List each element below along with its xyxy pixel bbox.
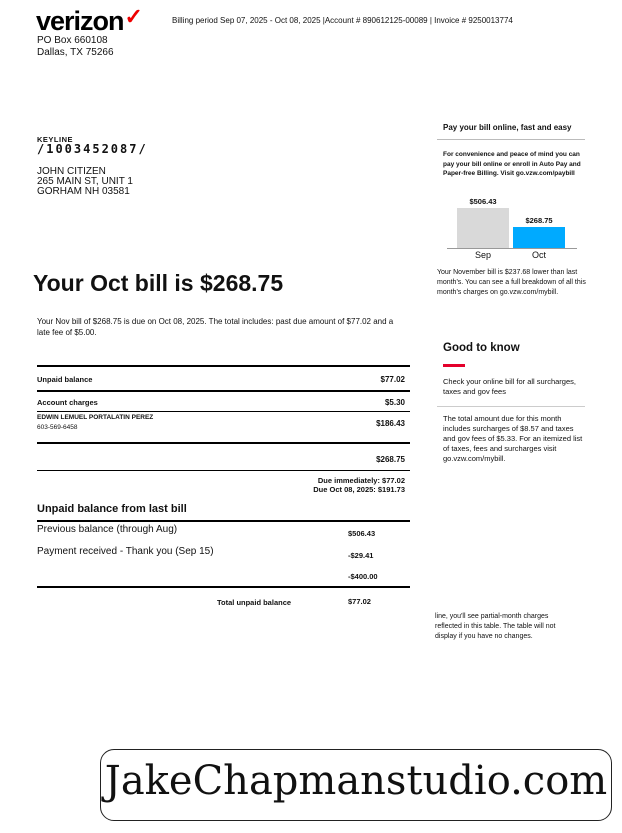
november-comparison-text: Your November bill is $237.68 lower than last month's. You can see a full breakdown of all this month's charges on go.vzw.com/mybill. xyxy=(437,269,586,296)
previous-balance-label: Previous balance (through Aug) xyxy=(37,524,178,535)
chart-bar-sep xyxy=(457,208,509,248)
table-top-rule xyxy=(37,365,410,367)
row-rule xyxy=(37,442,410,444)
partial-month-text: line, you'll see partial-month charges reflected in this table. The table will not display if you have no changes. xyxy=(435,613,556,640)
bill-headline: Your Oct bill is $268.75 xyxy=(33,270,284,296)
pay-online-text: For convenience and peace of mind you can pay your bill online or enroll in Auto Pay and Paper-free Billing. Visit go.vzw.com/paybill xyxy=(443,151,581,177)
chart-value-label: $268.75 xyxy=(525,216,553,225)
verizon-logo xyxy=(36,6,141,37)
remit-address-line1: PO Box 660108 xyxy=(37,35,108,46)
customer-city: GORHAM NH 03581 xyxy=(37,186,130,197)
bill-total-value: $268.75 xyxy=(376,455,405,464)
check-online-text: Check your online bill for all surcharges, taxes and gov fees xyxy=(443,377,576,396)
due-date-amount: Due Oct 08, 2025: $191.73 xyxy=(313,485,405,494)
payment-received-label: Payment received - Thank you (Sep 15) xyxy=(37,546,214,557)
account-charges-label: Account charges xyxy=(37,398,98,407)
good-to-know-accent xyxy=(443,364,465,367)
row-rule xyxy=(37,390,410,392)
pay-online-title: Pay your bill online, fast and easy xyxy=(443,123,572,132)
sidebar-divider xyxy=(437,406,585,407)
account-charges-value: $5.30 xyxy=(384,398,405,407)
good-to-know-title: Good to know xyxy=(443,342,520,354)
bill-summary: Your Nov bill of $268.75 is due on Oct 08, 2025. The total includes: past due amount of $77.02 and a late fee of $5.00. xyxy=(37,317,394,337)
customer-street: 265 MAIN ST, UNIT 1 xyxy=(37,176,133,187)
line-owner-name: EDWIN LEMUEL PORTALATIN PEREZ xyxy=(37,414,154,421)
row-rule xyxy=(37,470,410,471)
keyline-label: KEYLINE xyxy=(37,135,74,144)
chart-category-label: Oct xyxy=(531,250,546,260)
section-rule xyxy=(37,520,410,522)
line-phone-number: 603-569-6458 xyxy=(37,424,78,431)
checkmark-icon: ✓ xyxy=(124,4,142,29)
taxes-fees-text: The total amount due for this month includes surcharges of $8.57 and taxes and gov fees of $5.33. For an itemized list of taxes, fees and surcharges visit go.vzw.com/mybill. xyxy=(443,414,583,463)
unpaid-section-title: Unpaid balance from last bill xyxy=(37,503,187,515)
remit-address-line2: Dallas, TX 75266 xyxy=(37,47,114,58)
sidebar-divider xyxy=(437,139,585,140)
section-rule xyxy=(37,586,410,588)
due-immediately: Due immediately: $77.02 xyxy=(317,476,405,485)
watermark-text: JakeChapmanstudio.com xyxy=(104,758,608,804)
previous-balance-value: $506.43 xyxy=(348,529,376,538)
chart-bar-oct xyxy=(513,227,565,248)
unpaid-balance-value: $77.02 xyxy=(380,375,405,384)
chart-baseline xyxy=(447,248,577,249)
billing-header: Billing period Sep 07, 2025 - Oct 08, 2025 |Account # 890612125-00089 | Invoice # 9250013774 xyxy=(172,16,513,25)
customer-name: JOHN CITIZEN xyxy=(37,166,106,177)
unpaid-balance-label: Unpaid balance xyxy=(37,375,93,384)
payment-received-value: -$29.41 xyxy=(348,551,374,560)
chart-category-label: Sep xyxy=(474,250,491,260)
chart-value-label: $506.43 xyxy=(469,197,497,206)
line-charges-value: $186.43 xyxy=(376,419,405,428)
bill-comparison-chart xyxy=(437,195,585,265)
row-rule xyxy=(37,411,410,412)
total-unpaid-value: $77.02 xyxy=(348,597,371,606)
total-unpaid-label: Total unpaid balance xyxy=(217,598,292,607)
adjustment-value: -$400.00 xyxy=(348,572,378,581)
keyline-value: /1003452087/ xyxy=(37,142,148,156)
logo-wordmark: verizon xyxy=(36,6,124,36)
